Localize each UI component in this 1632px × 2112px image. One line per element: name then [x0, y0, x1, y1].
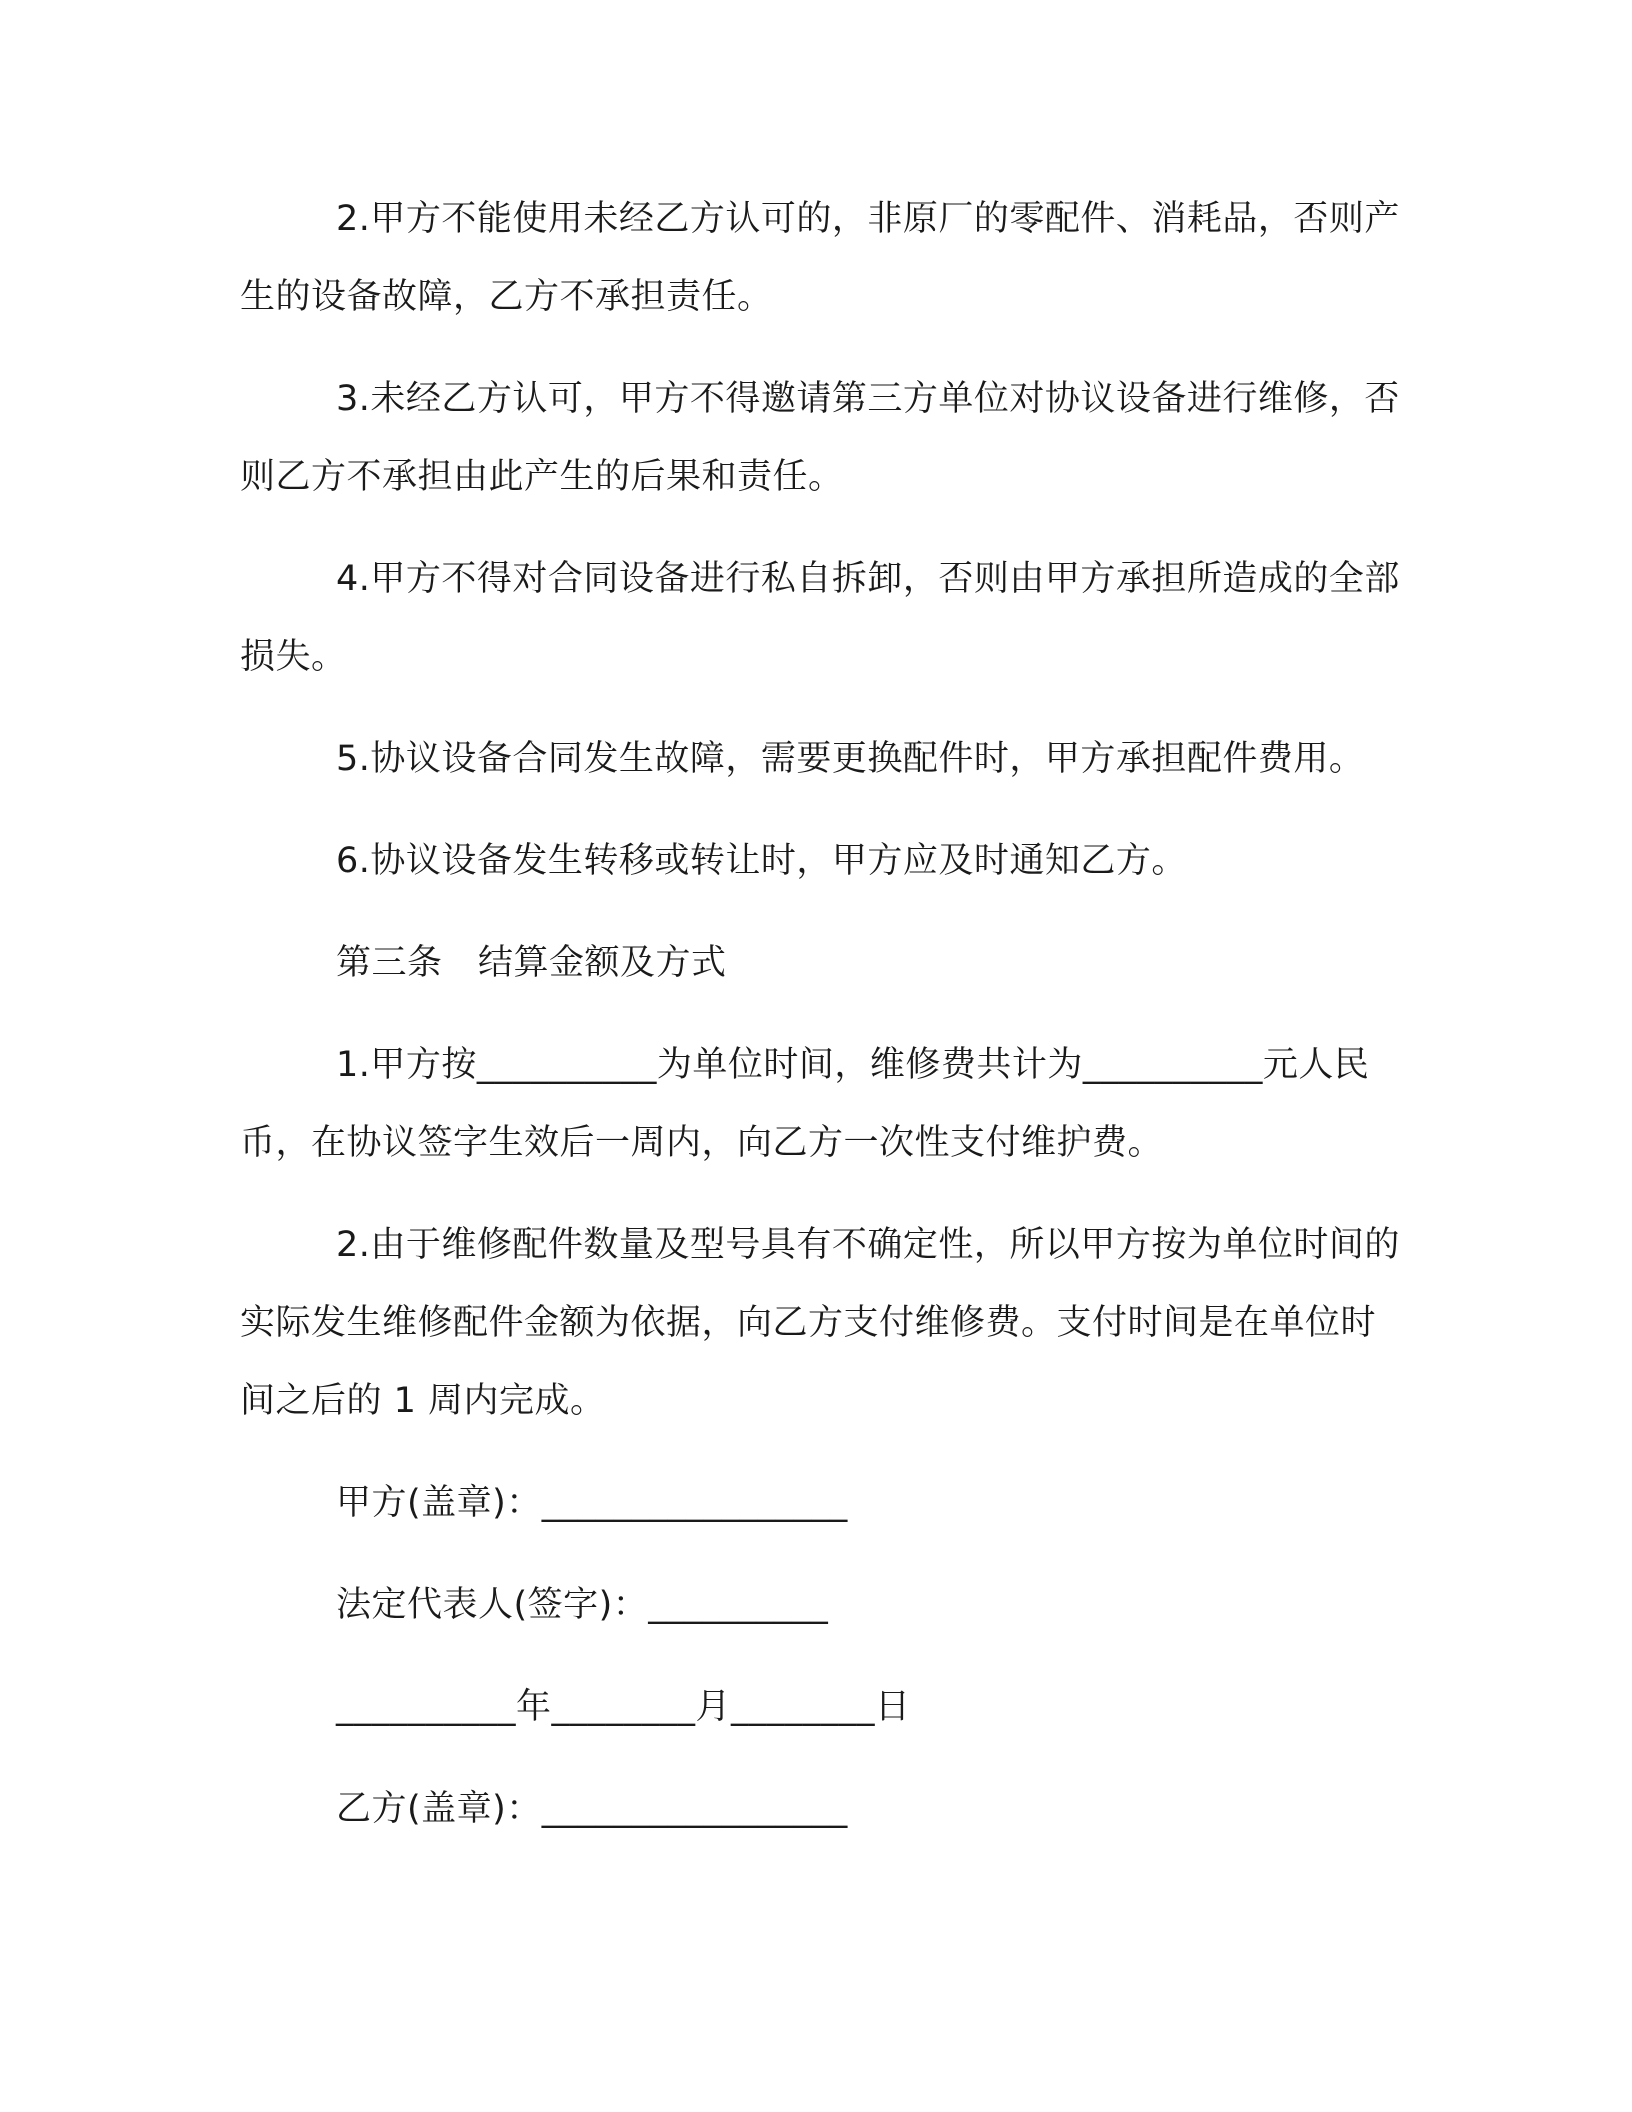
article-3-item-2: 2.由于维修配件数量及型号具有不确定性，所以甲方按为单位时间的实际发生维修配件金额为依据，向乙方支付维修费。支付时间是在单位时间之后的 1 周内完成。 — [240, 1225, 1400, 1421]
clause-2: 2.甲方不能使用未经乙方认可的，非原厂的零配件、消耗品，否则产生的设备故障，乙方不承担责任。 — [240, 199, 1400, 317]
clause-4: 4.甲方不得对合同设备进行私自拆卸，否则由甲方承担所造成的全部损失。 — [240, 559, 1400, 677]
clause-3: 3.未经乙方认可，甲方不得邀请第三方单位对协议设备进行维修，否则乙方不承担由此产生的后果和责任。 — [240, 379, 1400, 497]
party-a-seal-line: 甲方(盖章)：_________________ — [336, 1483, 848, 1523]
party-b-seal-line: 乙方(盖章)：_________________ — [336, 1789, 848, 1829]
clause-5: 5.协议设备合同发生故障，需要更换配件时，甲方承担配件费用。 — [336, 739, 1365, 779]
clause-6: 6.协议设备发生转移或转让时，甲方应及时通知乙方。 — [336, 841, 1187, 881]
article-3-heading: 第三条 结算金额及方式 — [336, 943, 727, 983]
article-3-item-1: 1.甲方按__________为单位时间，维修费共计为__________元人民币，在协议签字生效后一周内，向乙方一次性支付维护费。 — [240, 1045, 1370, 1163]
date-line: __________年________月________日 — [336, 1687, 911, 1727]
legal-representative-line: 法定代表人(签字)：__________ — [336, 1585, 829, 1625]
